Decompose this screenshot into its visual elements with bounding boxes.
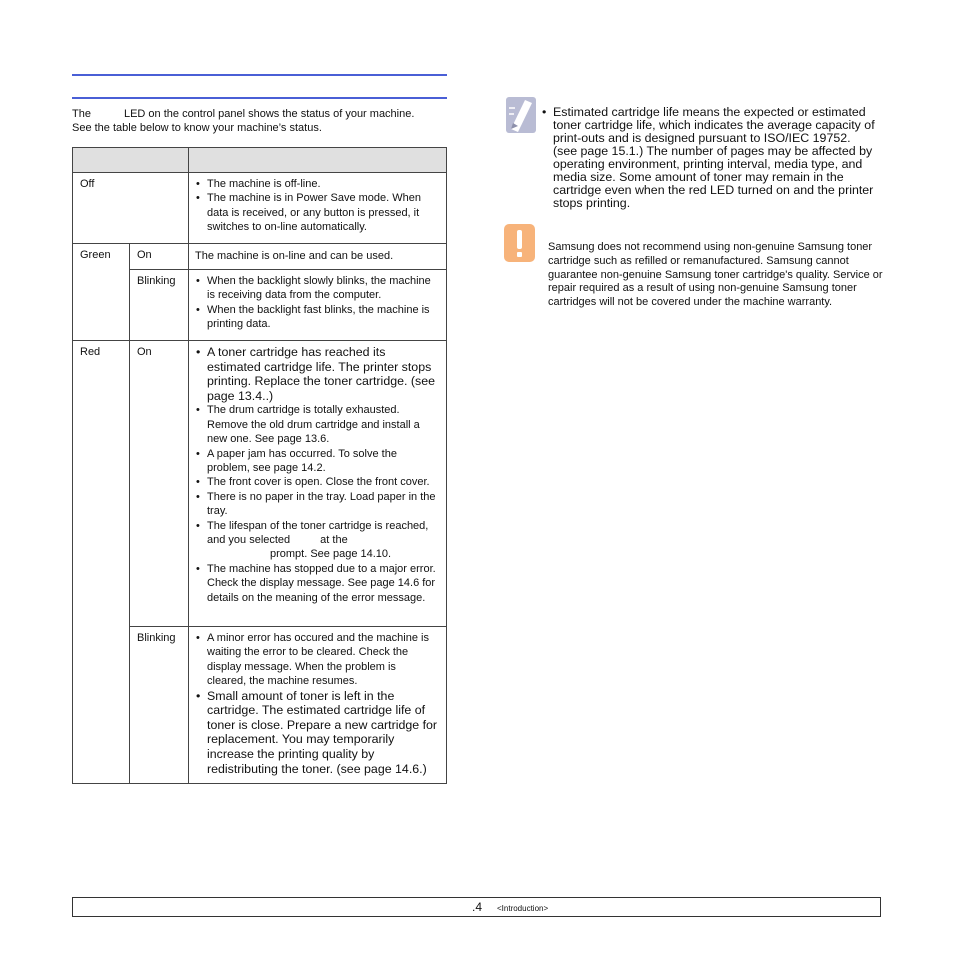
state-cell-red-blinking: Blinking xyxy=(130,627,189,784)
list-item: • The front cover is open. Close the front cover. xyxy=(195,475,438,489)
desc-cell-off xyxy=(189,173,447,244)
list-item: • There is no paper in the tray. Load paper in the tray. xyxy=(195,490,438,519)
page-footer xyxy=(72,897,881,917)
led-status-table xyxy=(72,147,447,784)
table-header-cell-description xyxy=(189,148,447,173)
section-rule-top xyxy=(72,74,447,76)
list-item: • The drum cartridge is totally exhausted. Remove the old drum cartridge and install a new one. See page 13.6. xyxy=(195,403,438,446)
table-row-off xyxy=(73,173,447,244)
intro-text-line2: See the table below to know your machine’s status. xyxy=(72,122,322,134)
list-item: • A paper jam has occurred. To solve the problem, see page 14.2. xyxy=(195,447,438,476)
toner-lifespan-prompt: prompt. See page 14.10. xyxy=(270,548,392,561)
note-text xyxy=(543,106,878,210)
desc-cell-red-on xyxy=(189,341,447,627)
table-row-red-on xyxy=(73,341,447,627)
intro-text-pre: The xyxy=(72,108,91,120)
list-item: • When the backlight slowly blinks, the machine is receiving data from the computer. xyxy=(195,274,438,303)
note-pencil-icon xyxy=(505,96,537,134)
list-item-toner-lifespan xyxy=(195,519,438,562)
desc-cell-green-blinking xyxy=(189,270,447,341)
table-header-cell-status xyxy=(73,148,189,173)
table-row-green-on xyxy=(73,244,447,270)
toner-lifespan-text: The lifespan of the toner cartridge is reached, and you selected xyxy=(207,519,429,547)
state-cell-red-on: On xyxy=(130,341,189,627)
status-cell-red: Red xyxy=(73,341,130,784)
list-item: • A minor error has occured and the machine is waiting the error to be cleared. Check the display message. When the problem is cleared, the machine resumes. xyxy=(195,631,438,689)
list-item: • A toner cartridge has reached its estimated cartridge life. The printer stops printing. Replace the toner cartridge. (see page 13.4..) xyxy=(195,345,438,403)
note-bullet: • xyxy=(542,105,547,119)
list-item: • The machine is in Power Save mode. When data is received, or any button is pressed, it switches to on-line automatically. xyxy=(195,191,438,234)
list-item: • When the backlight fast blinks, the machine is printing data. xyxy=(195,303,438,332)
status-cell-green: Green xyxy=(73,244,130,341)
intro-paragraph xyxy=(72,107,452,135)
page-number: .4 xyxy=(472,900,483,914)
list-item: • The machine has stopped due to a major error. Check the display message. See page 14.6 for details on the meaning of the error message. xyxy=(195,562,438,605)
toner-lifespan-at: at the xyxy=(320,534,348,547)
caution-paragraph: Samsung does not recommend using non-genuine Samsung toner cartridge such as refilled or remanufactured. Samsung cannot guarantee non-genuine Samsung toner cartridge's quality. Service or repair required as a result of using non-genuine Samsung toner cartridges will not be covered under the machine warranty. xyxy=(548,241,883,309)
table-header-row xyxy=(73,148,447,173)
list-item: • The machine is off-line. xyxy=(195,177,438,191)
state-cell-green-blinking: Blinking xyxy=(130,270,189,341)
section-rule-bottom xyxy=(72,97,447,99)
desc-cell-green-on: The machine is on-line and can be used. xyxy=(189,244,447,270)
desc-cell-red-blinking xyxy=(189,627,447,784)
state-cell-green-on: On xyxy=(130,244,189,270)
caution-exclamation-icon xyxy=(504,224,535,262)
table-row-green-blinking xyxy=(73,270,447,341)
list-item: • Small amount of toner is left in the cartridge. The estimated cartridge life of toner is close. Prepare a new cartridge for replacement. You may temporarily increase the printing quality by redistributing the toner. (see page 14.6.) xyxy=(195,689,438,777)
status-cell-off: Off xyxy=(73,173,189,244)
table-row-red-blinking xyxy=(73,627,447,784)
note-paragraph: Estimated cartridge life means the expected or estimated toner cartridge life, which indicates the average capacity of print-outs and is designed pursuant to ISO/IEC 19752. (see page 15.1.) The number of pages may be affected by operating environment, printing interval, media type, and media size. Some amount of toner may remain in the cartridge even when the red LED turned on and the printer stops printing. xyxy=(553,105,875,210)
section-name: <Introduction> xyxy=(497,904,549,913)
intro-text-post: LED on the control panel shows the status of your machine. xyxy=(123,108,415,120)
